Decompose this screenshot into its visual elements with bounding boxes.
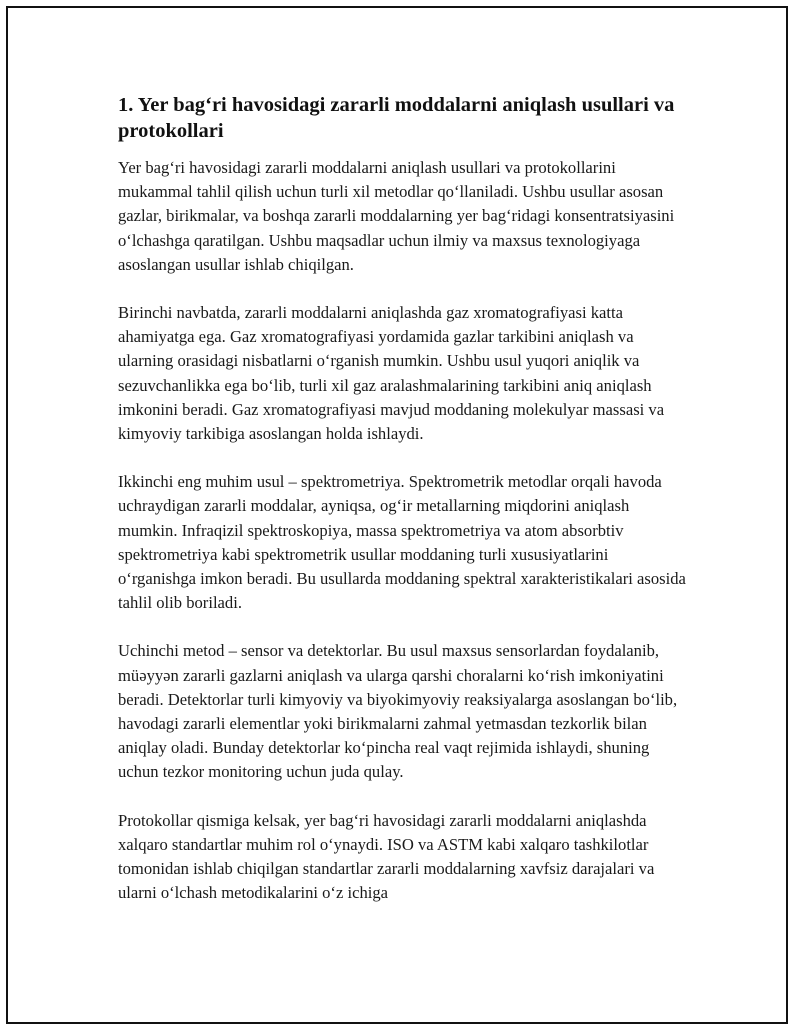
paragraph-intro: Yer bag‘ri havosidagi zararli moddalarni aniqlash usullari va protokollarini mukammal tahlil qilish uchun turli xil metodlar qo‘llaniladi. Ushbu usullar asosan gazlar, birikmalar, va boshqa zararli moddalarning yer bag‘ridagi konsentratsiyasini o‘lchashga qaratilgan. Ushbu maqsadlar uchun ilmiy va maxsus texnologiyaga asoslangan usullar ishlab chiqilgan. [118, 158, 675, 274]
section-heading: 1. Yer bag‘ri havosidagi zararli moddalarni aniqlash usullari va protokollari [118, 94, 675, 142]
document-body [118, 92, 688, 929]
paragraph-spectrometry: Ikkinchi eng muhim usul – spektrometriya. Spektrometrik metodlar orqali havoda uchraydigan zararli moddalar, ayniqsa, og‘ir metallarning miqdorini aniqlash mumkin. Infraqizil spektroskopiya, massa spektrometriya va atom absorbtiv spektrometriya kabi spektrometrik usullar moddaning turli xususiyatlarini o‘rganishga imkon beradi. Bu usullarda moddaning spektral xarakteristikalari asosida tahlil olib boriladi. [118, 472, 686, 613]
paragraph-sensors: Uchinchi metod – sensor va detektorlar. Bu usul maxsus sensorlardan foydalanib, müəyyən zararli gazlarni aniqlash va ularga qarshi choralarni ko‘rish imkoniyatini beradi. Detektorlar turli kimyoviy va biyokimyoviy reaksiyalarga asoslangan bo‘lib, havodagi zararli elementlar yoki birikmalarni zahmal yetmasdan tezkorlik bilan aniqlay oladi. Bunday detektorlar ko‘pincha real vaqt rejimida ishlaydi, shuning uchun tezkor monitoring uchun juda qulay. [118, 641, 678, 782]
paragraph-protocols: Protokollar qismiga kelsak, yer bag‘ri havosidagi zararli moddalarni aniqlashda xalqaro standartlar muhim rol o‘ynaydi. ISO va ASTM kabi xalqaro tashkilotlar tomonidan ishlab chiqilgan standartlar zararli moddalarning xavfsiz darajalari va ularni o‘lchash metodikalarini o‘z ichiga [118, 810, 655, 903]
paragraph-gas-chromatography: Birinchi navbatda, zararli moddalarni aniqlashda gaz xromatografiyasi katta ahamiyatga ega. Gaz xromatografiyasi yordamida gazlar tarkibini aniqlash va ularning orasidagi nisbatlarni o‘rganish mumkin. Ushbu usul yuqori aniqlik va sezuvchanlikka ega bo‘lib, turli xil gaz aralashmalarining tarkibini aniq aniqlash imkonini beradi. Gaz xromatografiyasi mavjud moddaning molekulyar massasi va kimyoviy tarkibiga asoslangan holda ishlaydi. [118, 303, 665, 444]
